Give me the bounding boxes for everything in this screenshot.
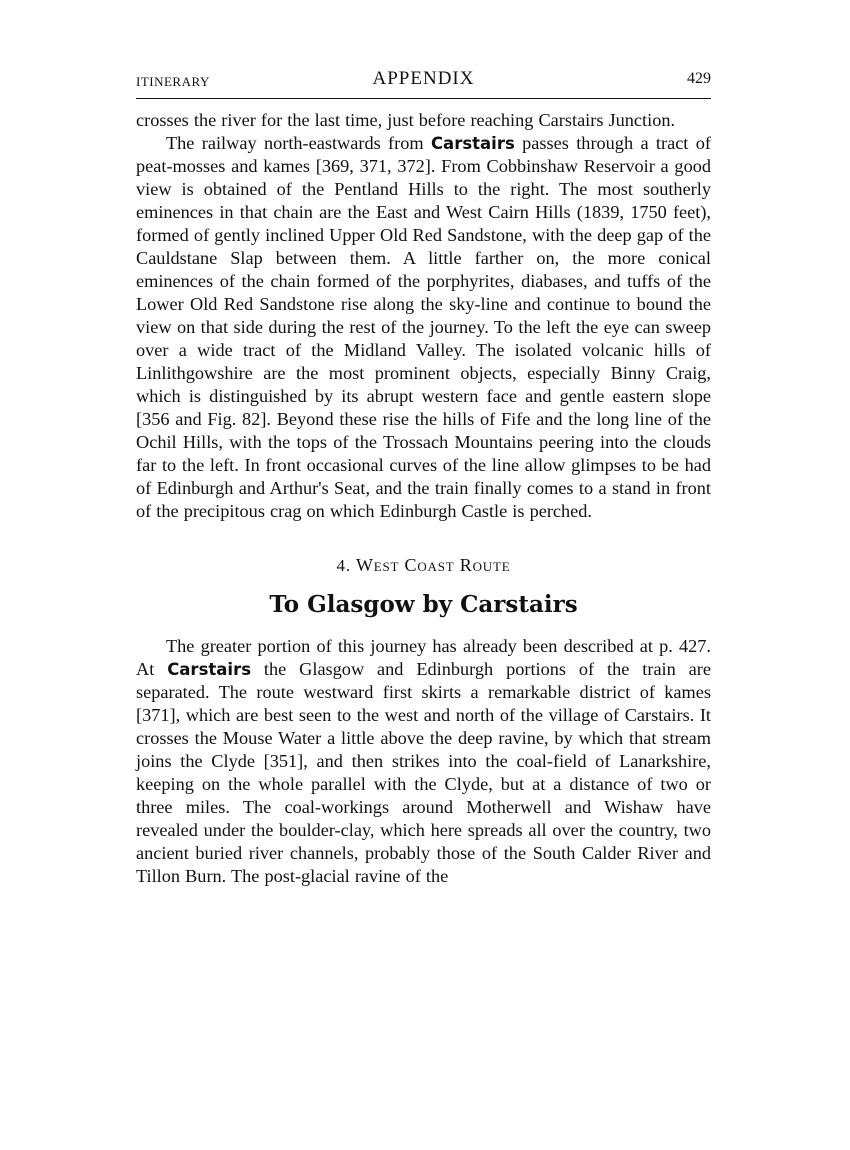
book-page <box>136 68 711 888</box>
section-title: West Coast Route <box>355 555 511 575</box>
page-number: 429 <box>687 70 711 87</box>
running-head-center: APPENDIX <box>372 68 475 89</box>
paragraph-railway-before: The railway north-eastwards from <box>166 133 431 153</box>
paragraph-continuation <box>136 109 711 132</box>
section-heading <box>136 555 711 581</box>
paragraph-railway <box>136 132 711 523</box>
paragraph-glasgow-before: The greater portion of this journey has already been described at p. 427. At <box>136 636 711 679</box>
paragraph-railway-after: passes through a tract of peat-mosses and kames [369, 371, 372]. From Cobbinshaw Reservoir a good view is obtained of the Pentland Hills to the right. The most southerly eminences in that chain are the East and West Cairn Hills (1839, 1750 feet), formed of gently inclined Upper Old Red Sandstone, with the deep gap of the Cauldstane Slap between them. A little farther on, the more conical eminences of the chain formed of the porphyrites, diabases, and tuffs of the Lower Old Red Sandstone rise along the sky-line and continue to bound the view on that side during the rest of the journey. To the left the eye can sweep over a wide tract of the Midland Valley. The isolated volcanic hills of Linlithgowshire are the most prominent objects, especially Binny Craig, which is distinguished by its abrupt western face and gentle eastern slope [356 and Fig. 82]. Beyond these rise the hills of Fife and the long line of the Ochil Hills, with the tops of the Trossach Mountains peering into the clouds far to the left. In front occasional curves of the line allow glimpses to be had of Edinburgh and Arthur's Seat, and the train finally comes to a stand in front of the precipitous crag on which Edinburgh Castle is perched. <box>136 133 711 521</box>
paragraph-glasgow-after: the Glasgow and Edinburgh portions of the train are separated. The route westward first skirts a remarkable district of kames [371], which are best seen to the west and north of the village of Carstairs. It crosses the Mouse Water a little above the deep ravine, by which that stream joins the Clyde [351], and then strikes into the coal-field of Lanarkshire, keeping on the whole parallel with the Clyde, but at a distance of two or three miles. The coal-workings around Motherwell and Wishaw have revealed under the boulder-clay, which here spreads all over the country, two ancient buried river channels, probably those of the South Calder River and Tillon Burn. The post-glacial ravine of the <box>136 659 711 886</box>
place-name-carstairs: Carstairs <box>167 660 252 679</box>
paragraph-glasgow <box>136 635 711 888</box>
running-head <box>136 68 711 94</box>
route-title: To Glasgow by Carstairs <box>269 591 578 618</box>
header-rule <box>136 98 711 99</box>
place-name-carstairs: Carstairs <box>430 134 515 153</box>
running-head-left: ITINERARY <box>136 74 210 89</box>
paragraph-continuation-text: crosses the river for the last time, just before reaching Carstairs Junction. <box>136 110 676 130</box>
section-number: 4. <box>336 556 351 575</box>
